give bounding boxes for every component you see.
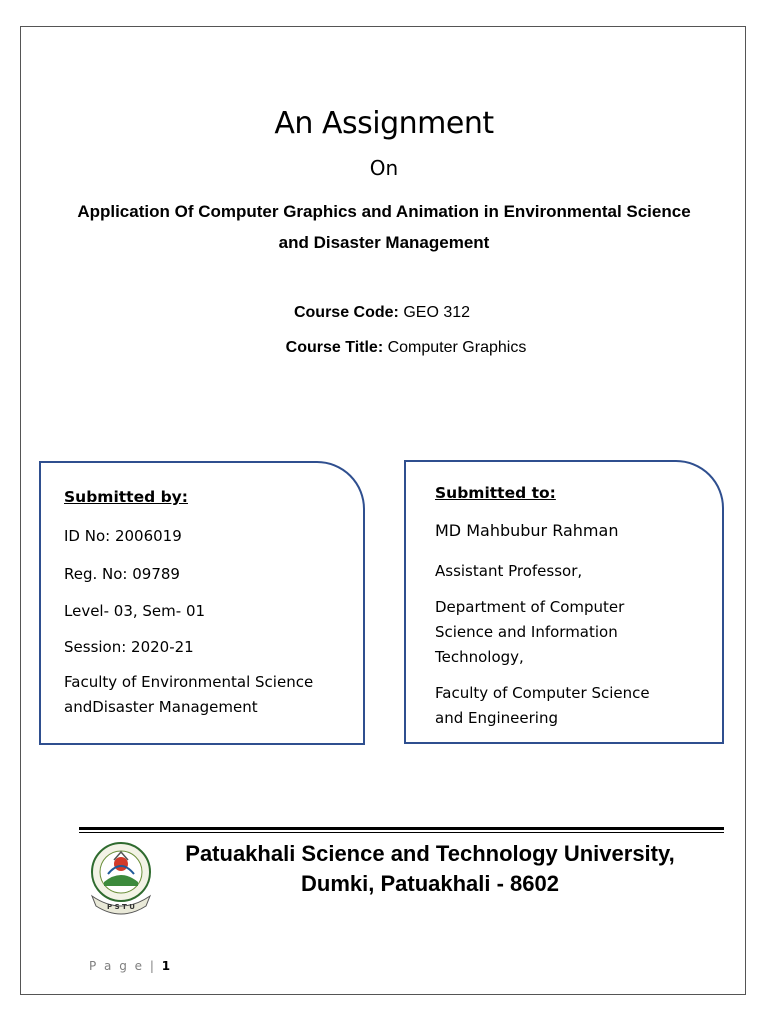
registration-number: Reg. No: 09789 <box>64 565 180 583</box>
university-address: Dumki, Patuakhali - 8602 <box>301 871 559 896</box>
document-title: An Assignment <box>274 106 494 141</box>
course-title-line <box>22 339 768 357</box>
course-code-value: GEO 312 <box>398 304 471 321</box>
teacher-name: MD Mahbubur Rahman <box>435 521 619 540</box>
course-code-line <box>0 304 766 322</box>
assignment-topic: Application Of Computer Graphics and Animation in Environmental Science and Disaster Management <box>77 202 691 252</box>
student-faculty: Faculty of Environmental Science andDisaster Management <box>64 673 314 716</box>
submitted-by-heading: Submitted by: <box>64 488 188 506</box>
page-number: 1 <box>161 959 171 973</box>
submitted-to-heading: Submitted to: <box>435 484 556 502</box>
page-footer <box>89 959 170 973</box>
session: Session: 2020-21 <box>64 638 194 656</box>
university-block <box>130 839 730 899</box>
submitted-by-box <box>39 461 365 745</box>
logo-text: P S T U <box>107 903 135 911</box>
student-id: ID No: 2006019 <box>64 527 182 545</box>
on-label: On <box>369 156 399 180</box>
teacher-faculty: Faculty of Computer Science and Engineering <box>435 684 650 727</box>
footer-rule-thin <box>79 832 724 833</box>
teacher-department: Department of Computer Science and Information Technology, <box>435 598 625 666</box>
submitted-to-box <box>404 460 724 744</box>
footer-rule-thick <box>79 827 724 830</box>
university-name: Patuakhali Science and Technology University, <box>185 841 675 866</box>
course-title-value: Computer Graphics <box>383 339 527 356</box>
level-semester: Level- 03, Sem- 01 <box>64 602 206 620</box>
course-title-label: Course Title: <box>285 339 384 356</box>
teacher-designation: Assistant Professor, <box>435 562 583 580</box>
course-code-label: Course Code: <box>293 304 399 321</box>
page-label: P a g e | <box>89 959 162 973</box>
